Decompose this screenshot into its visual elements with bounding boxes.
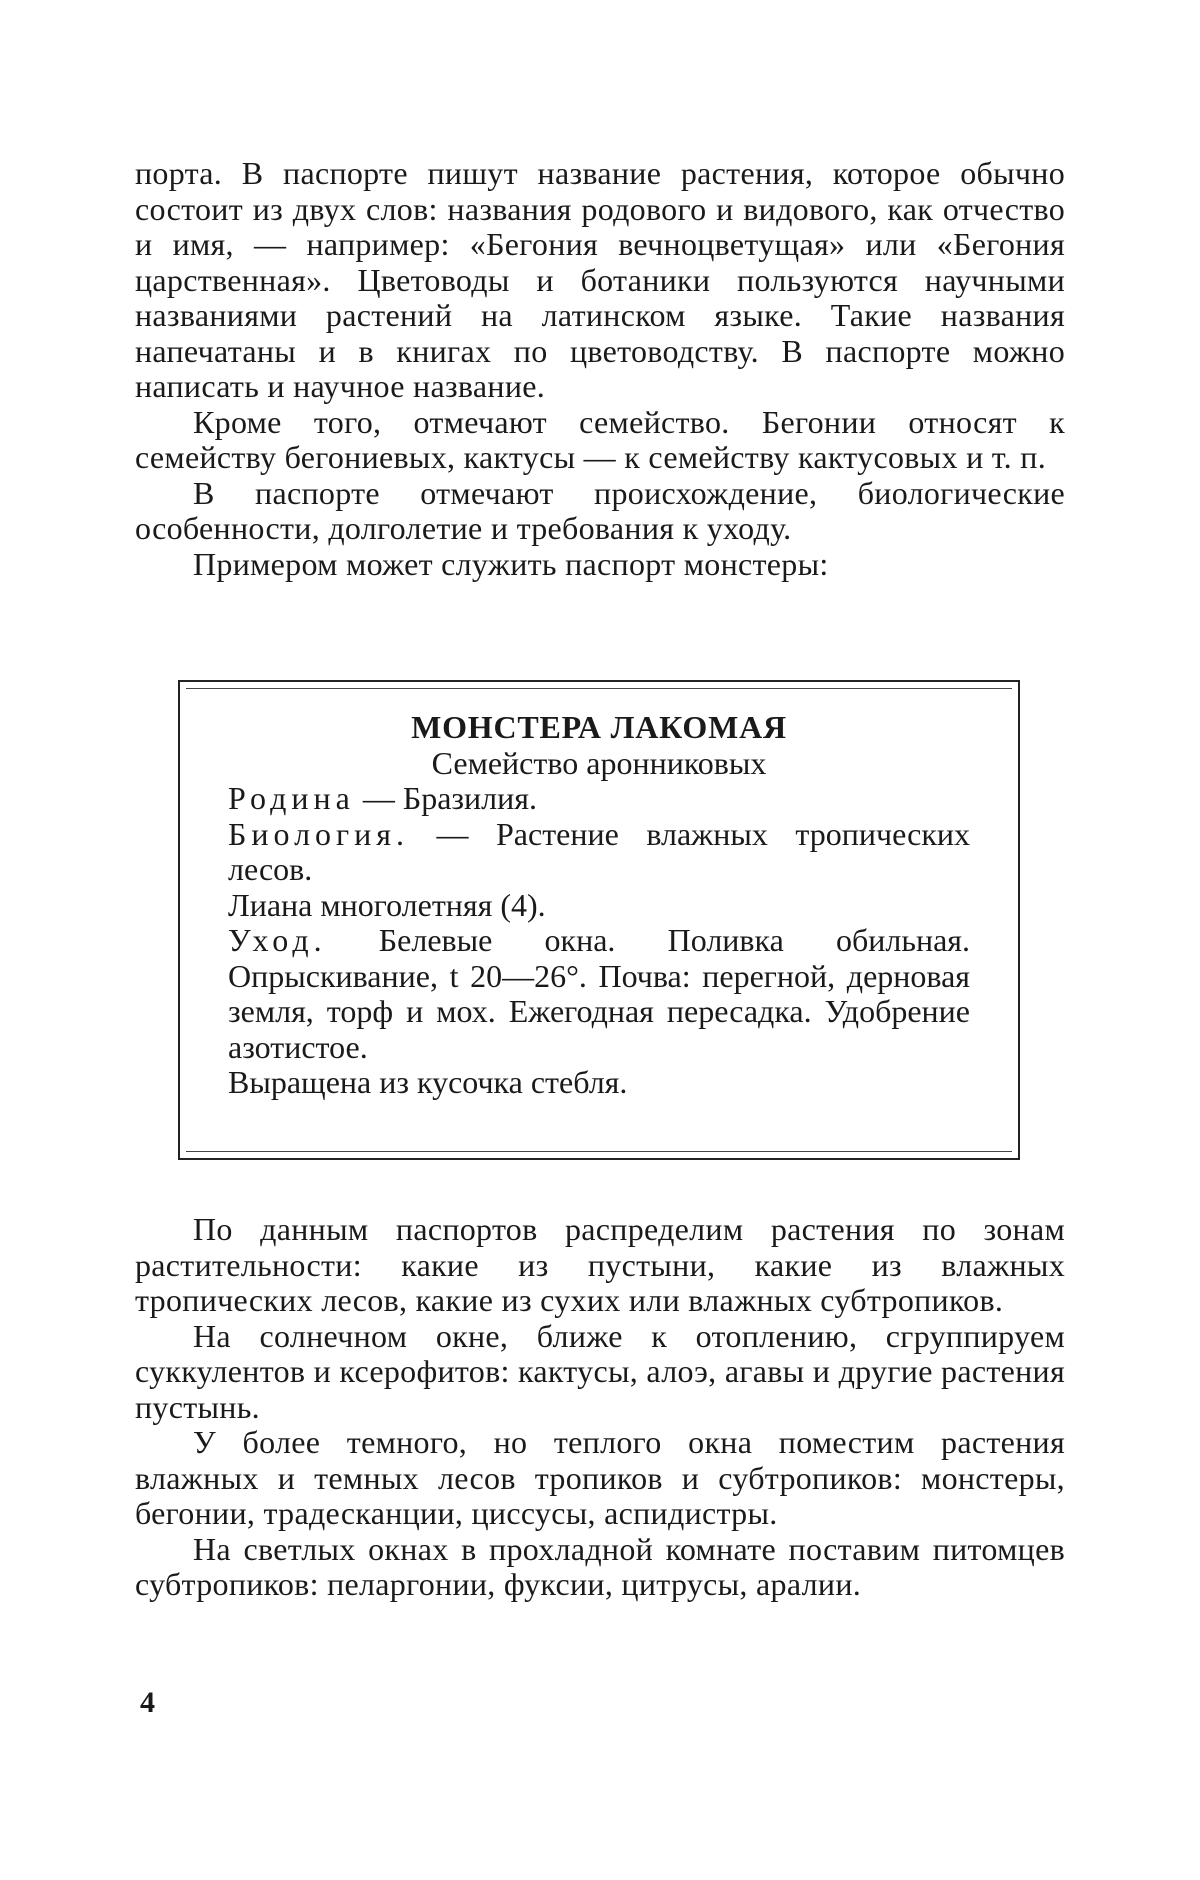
care-value: Белевые окна. Поливка обильная. Опрыскивание, t 20—26°. Почва: перегной, дерновая земля, торф и мох. Ежегодная пересадка. Удобрение азотистое. <box>228 922 970 1065</box>
lower-text-block <box>135 1212 1065 1603</box>
paragraph-example-intro: Примером может служить паспорт монстеры: <box>193 545 829 582</box>
box-bottom-inner-rule <box>186 1151 1012 1152</box>
passport-content <box>228 710 970 1101</box>
biology-value: — Растение влажных тропических лесов. <box>228 815 970 887</box>
passport-homeland <box>228 781 970 817</box>
passport-lifeform: Лиана многолетняя (4). <box>228 886 546 923</box>
passport-family: Семейство аронниковых <box>431 744 767 781</box>
plant-passport-box <box>178 680 1020 1160</box>
paragraph-sunny-window: На солнечном окне, ближе к отоплению, сгруппируем суккулентов и ксерофитов: кактусы, алоэ, агавы и другие растения пустынь. <box>135 1317 1065 1425</box>
homeland-value: — Бразилия. <box>354 780 537 816</box>
paragraph-family: Кроме того, отмечают семейство. Бегонии относят к семейству бегониевых, кактусы — к семейству кактусовых и т. п. <box>135 403 1065 475</box>
box-top-inner-rule <box>186 688 1012 689</box>
paragraph-zones: По данным паспортов распределим растения по зонам растительности: какие из пустыни, какие из влажных тропических лесов, какие из сухих или влажных субтропиков. <box>135 1211 1065 1318</box>
care-label: Уход. <box>228 922 327 958</box>
homeland-label: Родина <box>228 780 355 816</box>
passport-title: МОНСТЕРА ЛАКОМАЯ <box>411 709 787 745</box>
box-bottom-rule <box>180 1158 1018 1160</box>
passport-origin: Выращена из кусочка стебля. <box>228 1064 628 1100</box>
paragraph-passport-name: порта. В паспорте пишут название растения, которое обычно состоит из двух слов: названия родового и видового, как отчество и имя, — например: «Бегония вечноцветущая» или «Бегония царственная». Цветоводы и ботаники пользуются научными названиями растений на латинском языке. Такие названия напечатаны и в книгах по цветоводству. В паспорте можно написать и научное название. <box>135 155 1065 404</box>
passport-biology <box>228 817 970 888</box>
paragraph-dark-window: У более темного, но теплого окна поместим растения влажных и темных лесов тропиков и субтропиков: монстеры, бегонии, традесканции, циссусы, аспидистры. <box>135 1424 1065 1531</box>
paragraph-cool-room: На светлых окнах в прохладной комнате поставим питомцев субтропиков: пеларгонии, фуксии, цитрусы, аралии. <box>135 1530 1065 1602</box>
passport-care <box>228 923 970 1065</box>
upper-text-block <box>135 156 1065 582</box>
biology-label: Биология. <box>228 815 410 852</box>
page-number: 4 <box>140 1686 155 1719</box>
box-top-rule <box>180 680 1018 682</box>
paragraph-origin: В паспорте отмечают происхождение, биологические особенности, долголетие и требования к уходу. <box>135 474 1065 546</box>
